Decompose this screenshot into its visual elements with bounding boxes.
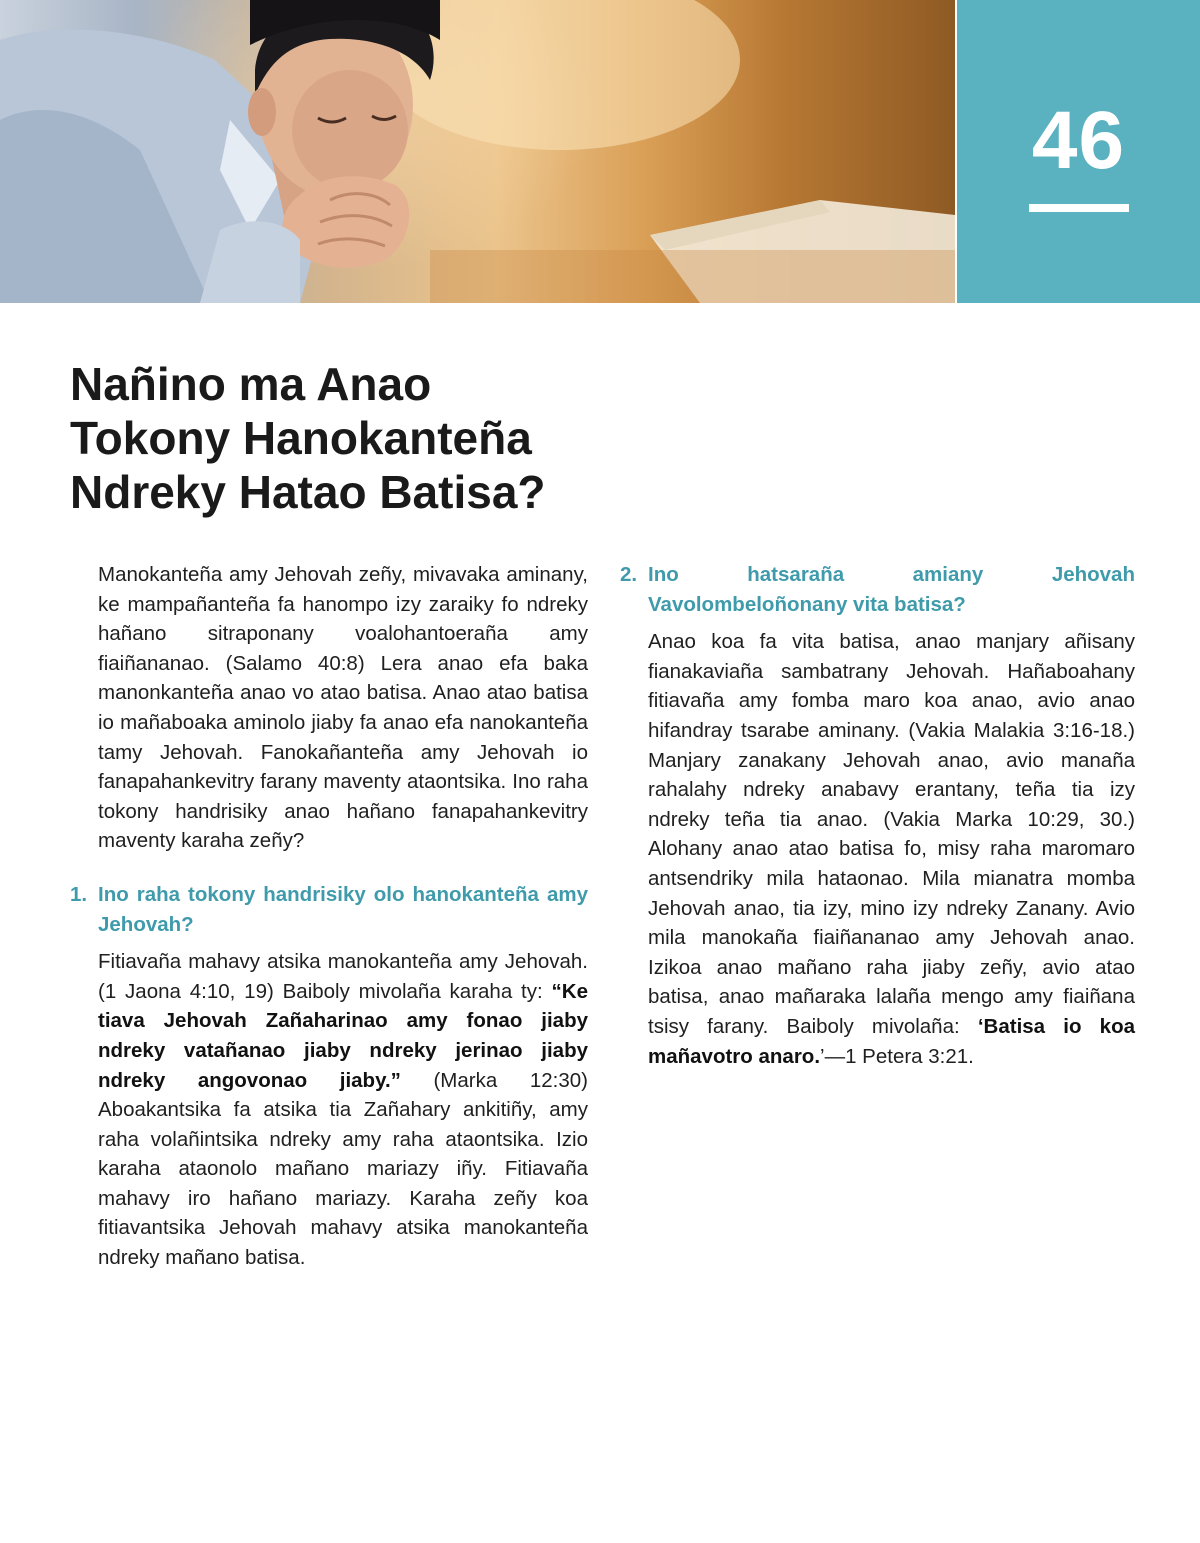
lesson-number-underline: [1029, 204, 1129, 212]
header-photo: [0, 0, 955, 303]
right-column: [620, 560, 1135, 1071]
section-1: [70, 880, 588, 1273]
page-title-line: Tokony Hanokanteña: [70, 412, 532, 464]
section-body: [70, 947, 588, 1273]
page-title-line: Ndreky Hatao Batisa?: [70, 466, 546, 518]
section-body: [620, 627, 1135, 1071]
bible-quote: “Ke tiava Jehovah Zañaharinao amy fonao jiaby ndreky vatañanao jiaby ndreky jerinao jiaby ndreky angovonao jiaby.”: [98, 979, 588, 1092]
intro-paragraph: Manokanteña amy Jehovah zeñy, mivavaka aminany, ke mampañanteña fa hanompo izy zaraiky fo ndreky hañano sitraponany voalohantoeraña amy fiaiñananao. (Salamo 40:8) Lera anao efa baka manonkanteña anao vo atao batisa. Anao atao batisa io mañaboaka aminolo jiaby fa anao efa nanokanteña tamy Jehovah. Fanokañanteña amy Jehovah io fanapahankevitry farany maventy ataontsika. Ino raha tokony handrisiky anao hañano fanapahankevitry maventy karaha zeñy?: [98, 563, 588, 853]
body-text: Fitiavaña mahavy atsika manokanteña amy Jehovah. (1 Jaona 4:10, 19) Baiboly mivolaña karaha ty:: [98, 950, 588, 1003]
page-title-line: Nañino ma Anao: [70, 358, 432, 410]
left-column: [70, 560, 588, 1273]
body-text: (Marka 12:30) Aboakantsika fa atsika tia Zañahary ankitiñy, amy raha volañintsika ndreky amy raha ataontsika. Izio karaha ataonolo mañano mariazy iñy. Fitiavaña mahavy iro hañano mariazy. Karaha zeñy koa fitiavantsika Jehovah mahavy atsika manokanteña ndreky mañano batisa.: [98, 1068, 588, 1270]
page-title: [70, 357, 690, 519]
section-number: 2.: [620, 563, 638, 586]
bible-quote: ‘Batisa io koa mañavotro anaro.: [648, 1014, 1135, 1068]
body-text: ’—1 Petera 3:21.: [820, 1044, 974, 1068]
lesson-number-badge: [957, 0, 1200, 303]
section-heading-text: Ino hatsaraña amiany Jehovah Vavolombeloñonany vita batisa?: [648, 563, 1135, 616]
section-2: [620, 560, 1135, 1071]
section-heading-text: Ino raha tokony handrisiky olo hanokanteña amy Jehovah?: [98, 882, 588, 936]
praying-man-illustration: [0, 0, 955, 303]
section-number: 1.: [70, 882, 88, 906]
lesson-number: 46: [1031, 95, 1126, 186]
section-heading: [620, 560, 1135, 619]
body-text: Anao koa fa vita batisa, anao manjary añisany fianakaviaña sambatrany Jehovah. Hañaboahany fitiavaña amy fomba maro koa anao, avio anao hifandray tsarabe aminany. (Vakia Malakia 3:16-18.) Manjary zanakany Jehovah anao, avio manaña rahalahy ndreky anabavy erantany, teña tia izy ndreky teña tia anao. (Vakia Marka 10:29, 30.) Alohany anao atao batisa fo, misy raha maromaro antsendriky mila hataonao. Mila mianatra momba Jehovah anao, tia izy, mino izy ndreky Zanany. Avio mila manokaña fiaiñananao amy Jehovah anao. Izikoa anao mañano raha jiaby zeñy, avio atao batisa, anao mañaraka lalaña mengo amy fiaiñana tsisy farany. Baiboly mivolaña:: [648, 630, 1135, 1038]
section-heading: [70, 880, 588, 939]
